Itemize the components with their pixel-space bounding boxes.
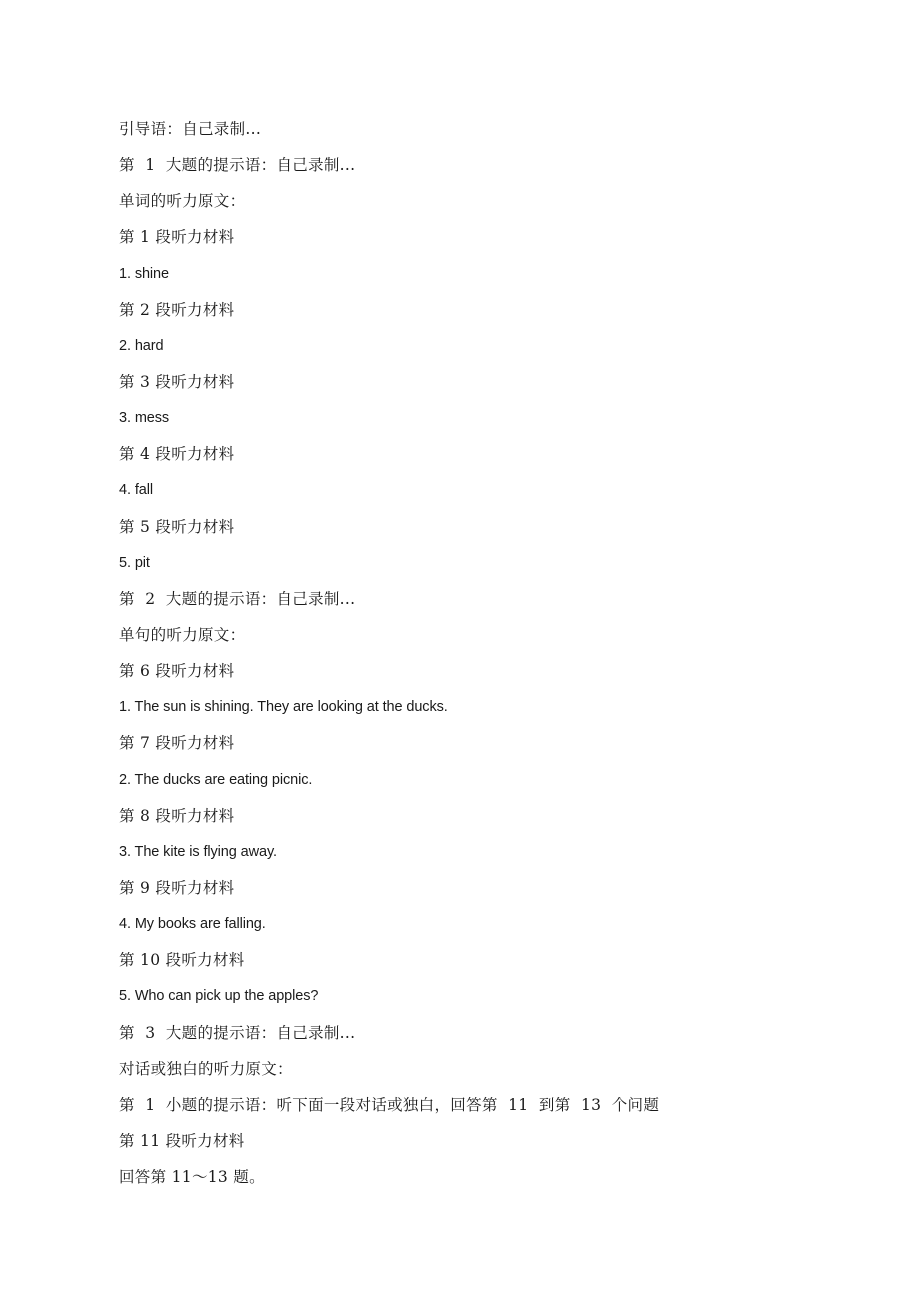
section-2-heading: 单句的听力原文： — [119, 625, 246, 644]
subquestion-1-prompt-line: 第 1 小题的提示语：听下面一段对话或独白，回答第 11 到第 13 个问题 — [119, 1095, 660, 1114]
material-11-label: 第 11 段听力材料 — [119, 1131, 245, 1150]
material-5-label: 第 5 段听力材料 — [119, 517, 235, 536]
material-8-label: 第 8 段听力材料 — [119, 806, 235, 825]
section-3-heading: 对话或独白的听力原文： — [119, 1059, 293, 1078]
material-8-text: 3. The kite is flying away. — [119, 843, 277, 860]
material-6-label: 第 6 段听力材料 — [119, 662, 235, 681]
material-1-label: 第 1 段听力材料 — [119, 228, 235, 247]
material-2-text: 2. hard — [119, 337, 164, 354]
material-10-text: 5. Who can pick up the apples? — [119, 988, 319, 1005]
material-3-text: 3. mess — [119, 410, 170, 427]
section-1-prompt-line: 第 1 大题的提示语：自己录制... — [119, 156, 356, 175]
material-4-text: 4. fall — [119, 482, 153, 499]
section-1-heading: 单词的听力原文： — [119, 192, 246, 211]
material-1-text: 1. shine — [119, 265, 169, 282]
section-3-prompt-line: 第 3 大题的提示语：自己录制... — [119, 1023, 356, 1042]
material-2-label: 第 2 段听力材料 — [119, 300, 235, 319]
material-4-label: 第 4 段听力材料 — [119, 445, 235, 464]
material-7-label: 第 7 段听力材料 — [119, 734, 235, 753]
material-10-label: 第 10 段听力材料 — [119, 951, 245, 970]
material-6-text: 1. The sun is shining. They are looking at the ducks. — [119, 699, 448, 716]
intro-prompt-line: 引导语：自己录制... — [119, 120, 262, 138]
section-2-prompt-line: 第 2 大题的提示语：自己录制... — [119, 589, 356, 608]
material-3-label: 第 3 段听力材料 — [119, 372, 235, 391]
material-11-text: 回答第 11～13 题。 — [119, 1168, 265, 1187]
material-5-text: 5. pit — [119, 554, 150, 571]
material-9-text: 4. My books are falling. — [119, 916, 266, 933]
document-body — [119, 117, 859, 1201]
material-9-label: 第 9 段听力材料 — [119, 878, 235, 897]
material-7-text: 2. The ducks are eating picnic. — [119, 771, 313, 788]
